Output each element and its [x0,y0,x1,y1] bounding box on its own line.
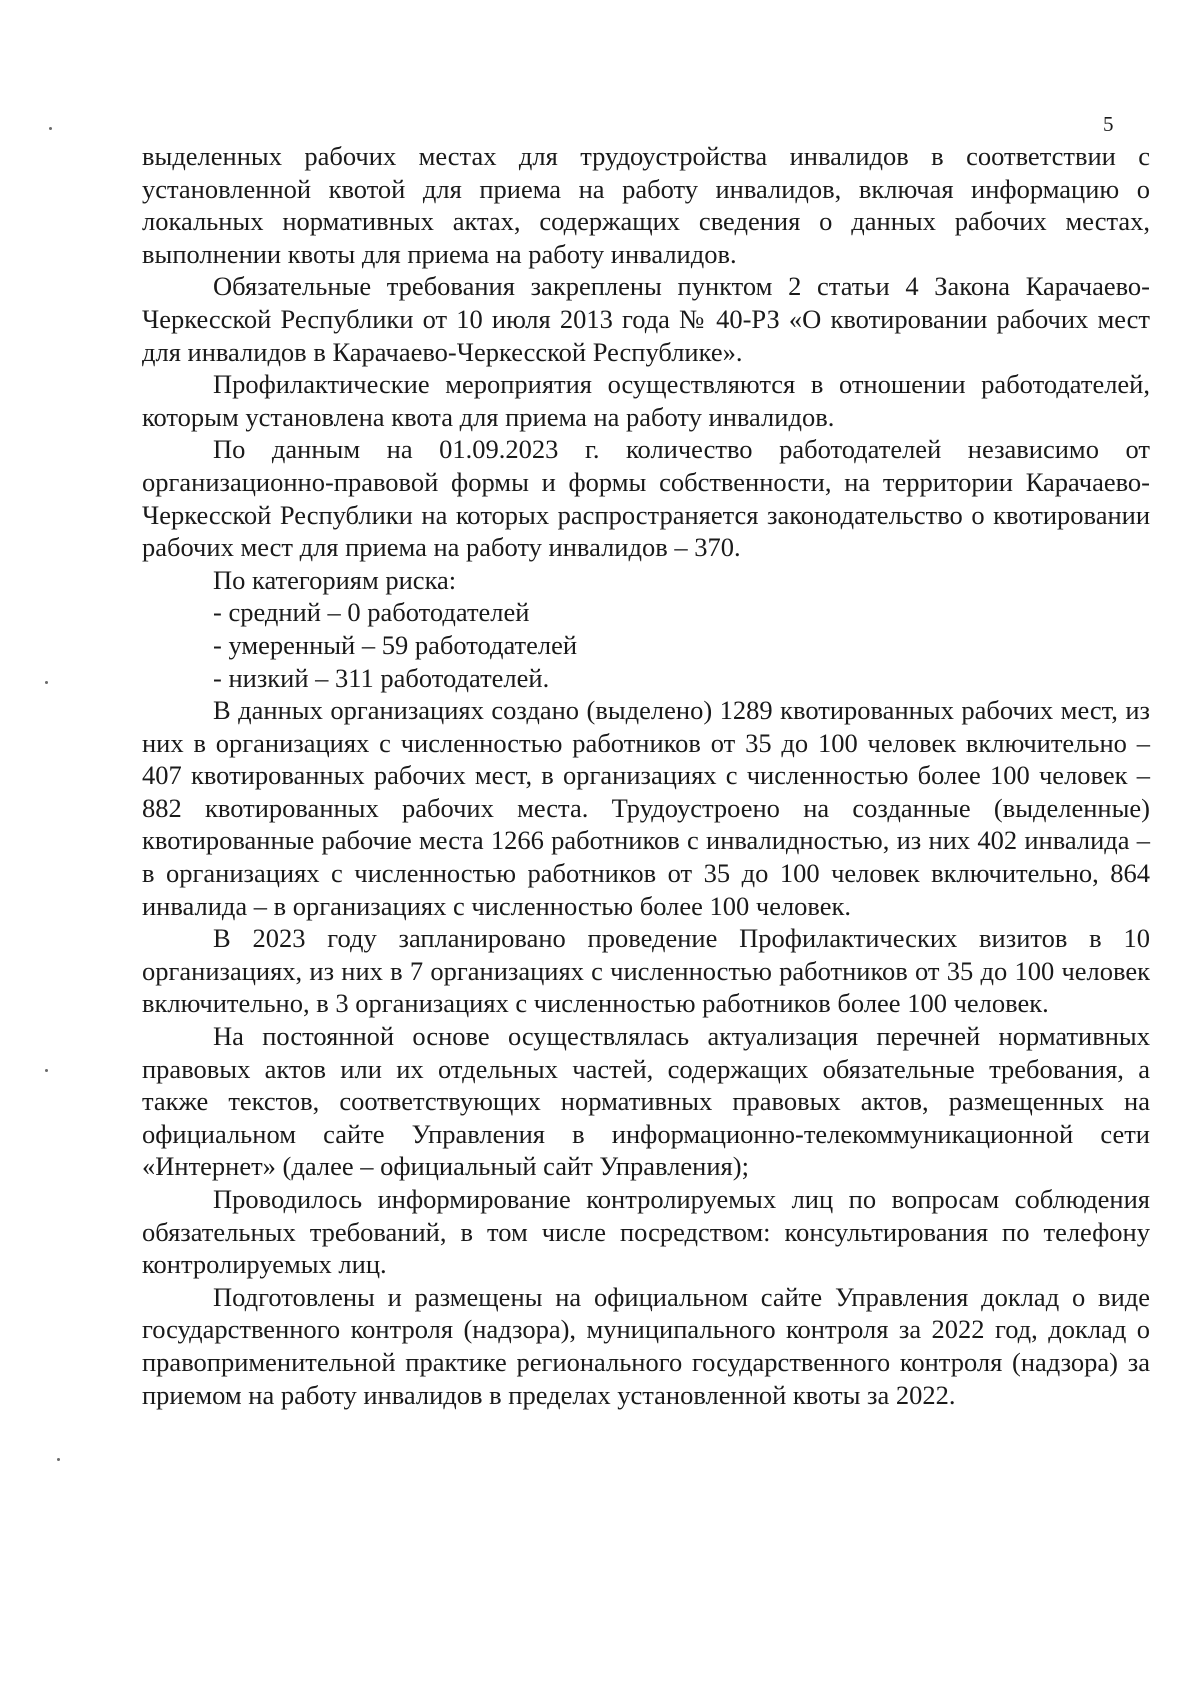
paragraph: Подготовлены и размещены на официальном сайте Управления доклад о виде государственного контроля (надзора), муниципального контроля за 2022 год, доклад о правоприменительной практике регионального государственного контроля (надзора) за приемом на работу инвалидов в пределах установленной квоты за 2022. [142,1281,1150,1410]
paragraph: Проводилось информирование контролируемых лиц по вопросам соблюдения обязательных требований, в том числе посредством: консультирования по телефону контролируемых лиц. [142,1184,1150,1280]
risk-heading: По категориям риска: [213,564,457,595]
scan-mark [45,1069,48,1072]
paragraph: В данных организациях создано (выделено) 1289 квотированных рабочих мест, из них в организациях с численностью работников от 35 до 100 человек включительно – 407 квотированных рабочих мест, в организациях с численностью более 100 человек – 882 квотированных рабочих места. Трудоустроено на созданные (выделенные) квотированные рабочие места 1266 работников с инвалидностью, из них 402 инвалида – в организациях с численностью работников от 35 до 100 человек включительно, 864 инвалида – в организациях с численностью более 100 человек. [142,695,1150,921]
page-number: 5 [1103,112,1114,136]
scan-mark [45,681,48,684]
scan-mark [49,127,52,130]
document-body [142,140,1150,1411]
risk-item: - умеренный – 59 работодателей [213,629,578,660]
scan-mark [57,1458,60,1461]
risk-item: - средний – 0 работодателей [213,597,530,628]
paragraph: В 2023 году запланировано проведение Профилактических визитов в 10 организациях, из них в 7 организациях с численностью работников от 35 до 100 человек включительно, в 3 организациях с численностью работников более 100 человек. [142,923,1150,1019]
paragraph: На постоянной основе осуществлялась актуализация перечней нормативных правовых актов или их отдельных частей, содержащих обязательные требования, а также текстов, соответствующих нормативных правовых актов, размещенных на официальном сайте Управления в информационно-телекоммуникационной сети «Интернет» (далее – официальный сайт Управления); [142,1021,1150,1182]
risk-item: - низкий – 311 работодателей. [213,662,550,693]
paragraph: По данным на 01.09.2023 г. количество работодателей независимо от организационно-правовой формы и формы собственности, на территории Карачаево-Черкесской Республики на которых распространяется законодательство о квотировании рабочих мест для приема на работу инвалидов – 370. [142,434,1150,563]
paragraph: Профилактические мероприятия осуществляются в отношении работодателей, которым установлена квота для приема на работу инвалидов. [142,369,1150,432]
paragraph: Обязательные требования закреплены пунктом 2 статьи 4 Закона Карачаево-Черкесской Республики от 10 июля 2013 года № 40-РЗ «О квотировании рабочих мест для инвалидов в Карачаево-Черкесской Республике». [142,271,1150,367]
paragraph: выделенных рабочих местах для трудоустройства инвалидов в соответствии с установленной квотой для приема на работу инвалидов, включая информацию о локальных нормативных актах, содержащих сведения о данных рабочих местах, выполнении квоты для приема на работу инвалидов. [142,141,1150,269]
